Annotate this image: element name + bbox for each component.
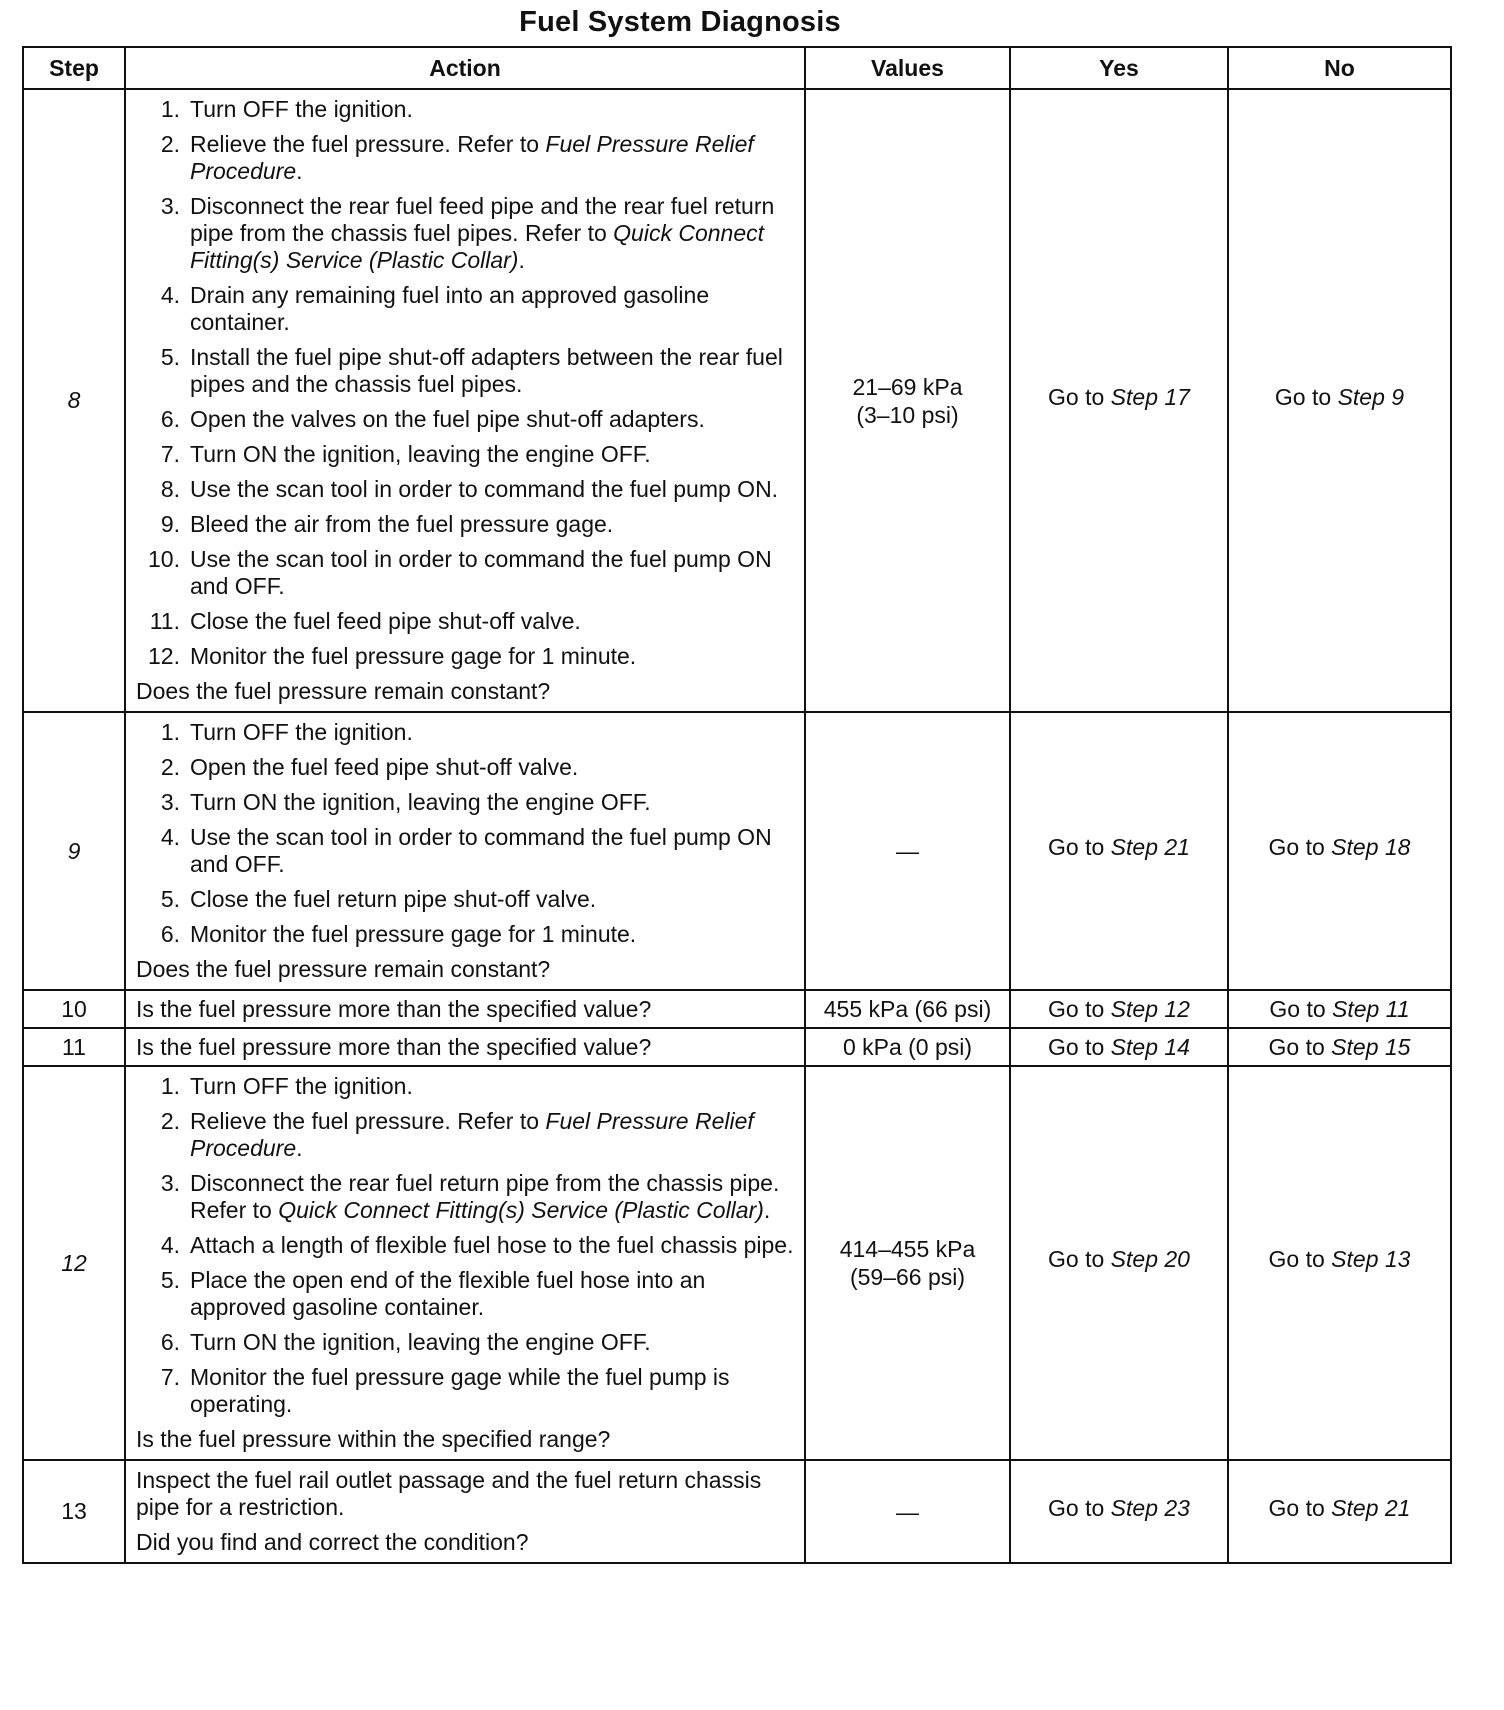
substep-text: Turn OFF the ignition. [190,1073,413,1099]
no-cell [1228,89,1451,712]
substep-text: Close the fuel feed pipe shut-off valve. [190,608,581,634]
values-cell [805,89,1010,712]
action-question: Does the fuel pressure remain constant? [136,678,551,704]
values-cell [805,1028,1010,1066]
step-number: 12 [23,1066,125,1460]
list-item [136,511,796,538]
list-item [136,608,796,635]
step-number: 10 [23,990,125,1028]
substep-text: Install the fuel pipe shut-off adapters between the rear fuel pipes and the chassis fuel pipes. [190,344,783,397]
substep-number: 3. [160,193,180,219]
substep-body: Relieve the fuel pressure. Refer to [190,1108,546,1134]
procedure-reference: Quick Connect Fitting(s) Service (Plastic Collar) [190,220,765,273]
step-number: 8 [23,89,125,712]
no-cell [1228,1460,1451,1563]
no-step-link: Step 11 [1332,995,1410,1022]
value-line: — [896,838,919,864]
no-step-link: Step 21 [1331,1494,1411,1521]
header-step: Step [23,47,125,89]
no-prefix: Go to [1269,995,1333,1022]
table-row-step-10 [23,990,1451,1028]
substep-number: 8. [160,476,180,502]
substep-text: Close the fuel return pipe shut-off valve. [190,886,597,912]
yes-prefix: Go to [1048,1033,1111,1060]
list-item [136,824,796,878]
yes-cell [1010,1460,1228,1563]
substep-number: 4. [160,1232,180,1258]
action-intro: Inspect the fuel rail outlet passage and the fuel return chassis pipe for a restriction. [136,1467,762,1520]
no-prefix: Go to [1274,383,1338,410]
substep-text [190,131,796,185]
no-step-link: Step 18 [1331,834,1411,860]
list-item [136,1170,796,1224]
action-cell [125,990,805,1028]
substep-text: Use the scan tool in order to command the fuel pump ON and OFF. [190,824,772,877]
substep-number: 11. [149,608,180,634]
action-cell [125,89,805,712]
substep-text [190,1170,796,1224]
action-cell [125,1066,805,1460]
substep-text [190,96,796,123]
substep-number: 2. [160,1108,180,1134]
step-number: 13 [23,1460,125,1563]
value-line: 21–69 kPa [852,373,963,400]
list-item [136,921,796,948]
yes-cell [1010,712,1228,990]
substep-number: 1. [160,96,180,122]
no-cell [1228,1066,1451,1460]
action-question: Does the fuel pressure remain constant? [136,956,551,982]
substep-body: Relieve the fuel pressure. Refer to [190,131,546,157]
substep-number: 1. [160,1073,180,1099]
yes-cell [1010,1028,1228,1066]
action-question: Is the fuel pressure more than the specified value? [136,995,652,1022]
procedure-reference: Quick Connect Fitting(s) Service (Plastic Collar) [278,1197,764,1223]
substep-text: Use the scan tool in order to command the fuel pump ON. [190,476,779,502]
value-line: 0 kPa (0 psi) [842,1034,973,1060]
table-row-step-11 [23,1028,1451,1066]
table-row-step-13 [23,1460,1451,1563]
header-no: No [1228,47,1451,89]
substep-end: . [296,1135,303,1161]
substep-number: 7. [160,1364,180,1390]
value-line: 455 kPa (66 psi) [823,996,992,1022]
substep-text: Monitor the fuel pressure gage for 1 minute. [190,921,637,947]
value-line: — [896,1498,919,1525]
list-item [136,406,796,433]
substep-number: 2. [160,754,180,780]
substep-text: Attach a length of flexible fuel hose to the fuel chassis pipe. [190,1232,794,1258]
substep-number: 10. [148,546,180,572]
substep-number: 3. [160,1170,180,1196]
action-cell [125,1460,805,1563]
no-step-link: Step 9 [1337,383,1405,410]
no-prefix: Go to [1268,1494,1332,1521]
list-item [136,789,796,816]
yes-prefix: Go to [1048,383,1111,410]
action-question: Is the fuel pressure within the specified range? [136,1426,611,1452]
yes-step-link: Step 12 [1110,995,1190,1022]
table-header-row [23,47,1451,89]
list-item [136,1364,796,1418]
substep-number: 5. [160,1267,180,1293]
list-item [136,754,796,781]
substep-text: Bleed the air from the fuel pressure gage. [190,511,614,537]
substep-number: 5. [160,886,180,912]
substep-text: Open the fuel feed pipe shut-off valve. [190,754,579,780]
list-item [136,441,796,468]
list-item [136,131,796,185]
list-item [136,1232,796,1259]
table-row-step-9 [23,712,1451,990]
substep-end: . [296,158,303,184]
list-item [136,643,796,670]
no-prefix: Go to [1268,1246,1332,1272]
header-values: Values [805,47,1010,89]
substep-number: 6. [160,1329,180,1355]
substep-text [190,193,796,274]
substep-number: 2. [160,131,180,157]
no-step-link: Step 13 [1331,1246,1411,1272]
yes-prefix: Go to [1048,1494,1111,1521]
substep-text [190,1108,796,1162]
yes-step-link: Step 23 [1110,1494,1190,1521]
action-question: Is the fuel pressure more than the specified value? [136,1033,652,1060]
substep-number: 1. [160,719,180,745]
procedure-reference: Fuel Pressure Relief Procedure [190,1108,754,1161]
list-item [136,476,796,503]
list-item [136,886,796,913]
list-item [136,1073,796,1100]
values-cell [805,1066,1010,1460]
list-item [136,546,796,600]
yes-step-link: Step 20 [1110,1246,1190,1272]
table-row-step-8 [23,89,1451,712]
substep-number: 6. [160,921,180,947]
substep-list [136,1073,796,1418]
substep-text: Monitor the fuel pressure gage for 1 minute. [190,643,637,669]
substep-number: 6. [160,406,180,432]
values-cell [805,1460,1010,1563]
list-item [136,193,796,274]
no-prefix: Go to [1268,1033,1332,1060]
substep-number: 12. [148,643,180,669]
yes-cell [1010,89,1228,712]
header-action: Action [125,47,805,89]
substep-body: Disconnect the rear fuel return pipe from the chassis pipe. Refer to [190,1170,780,1223]
substep-number: 7. [160,441,180,467]
header-yes: Yes [1010,47,1228,89]
values-cell [805,712,1010,990]
substep-body: Disconnect the rear fuel feed pipe and the rear fuel return pipe from the chassis fuel pipes. Refer to [190,193,775,246]
substep-end: . [518,247,525,273]
yes-prefix: Go to [1048,1246,1111,1272]
action-question: Did you find and correct the condition? [136,1529,529,1555]
list-item [136,96,796,123]
yes-cell [1010,1066,1228,1460]
substep-list [136,719,796,948]
substep-text: Drain any remaining fuel into an approved gasoline container. [190,282,710,335]
step-number: 11 [23,1028,125,1066]
yes-prefix: Go to [1048,995,1111,1022]
yes-step-link: Step 21 [1110,834,1190,860]
yes-cell [1010,990,1228,1028]
substep-number: 5. [160,344,180,370]
values-cell [805,990,1010,1028]
no-step-link: Step 15 [1331,1033,1411,1060]
list-item [136,344,796,398]
list-item [136,1108,796,1162]
substep-text: Turn OFF the ignition. [190,719,413,745]
action-cell [125,712,805,990]
substep-body: Turn OFF the ignition. [190,96,413,122]
substep-text: Turn ON the ignition, leaving the engine OFF. [190,789,651,815]
substep-number: 3. [160,789,180,815]
substep-number: 4. [160,824,180,850]
yes-step-link: Step 17 [1110,383,1190,410]
list-item [136,719,796,746]
step-number: 9 [23,712,125,990]
list-item [136,282,796,336]
no-cell [1228,990,1451,1028]
yes-step-link: Step 14 [1110,1033,1190,1060]
no-cell [1228,712,1451,990]
value-line: (3–10 psi) [856,401,959,428]
substep-text: Open the valves on the fuel pipe shut-off adapters. [190,406,705,432]
substep-text: Place the open end of the flexible fuel hose into an approved gasoline container. [190,1267,706,1320]
substep-text: Turn ON the ignition, leaving the engine OFF. [190,1329,651,1355]
yes-prefix: Go to [1048,834,1111,860]
substep-number: 9. [160,511,180,537]
procedure-reference: Fuel Pressure Relief Procedure [190,131,754,184]
list-item [136,1329,796,1356]
value-line: (59–66 psi) [849,1264,966,1290]
table-row-step-12 [23,1066,1451,1460]
no-cell [1228,1028,1451,1066]
substep-text: Use the scan tool in order to command the fuel pump ON and OFF. [190,546,772,599]
list-item [136,1267,796,1321]
substep-end: . [763,1197,771,1223]
substep-text: Monitor the fuel pressure gage while the fuel pump is operating. [190,1364,730,1417]
page-title: Fuel System Diagnosis [519,6,841,38]
substep-number: 4. [160,282,180,308]
diagnosis-table [22,46,1452,1564]
action-cell [125,1028,805,1066]
value-line: 414–455 kPa [839,1236,976,1262]
no-prefix: Go to [1268,834,1332,860]
substep-text: Turn ON the ignition, leaving the engine OFF. [190,441,651,467]
substep-list [136,96,796,670]
